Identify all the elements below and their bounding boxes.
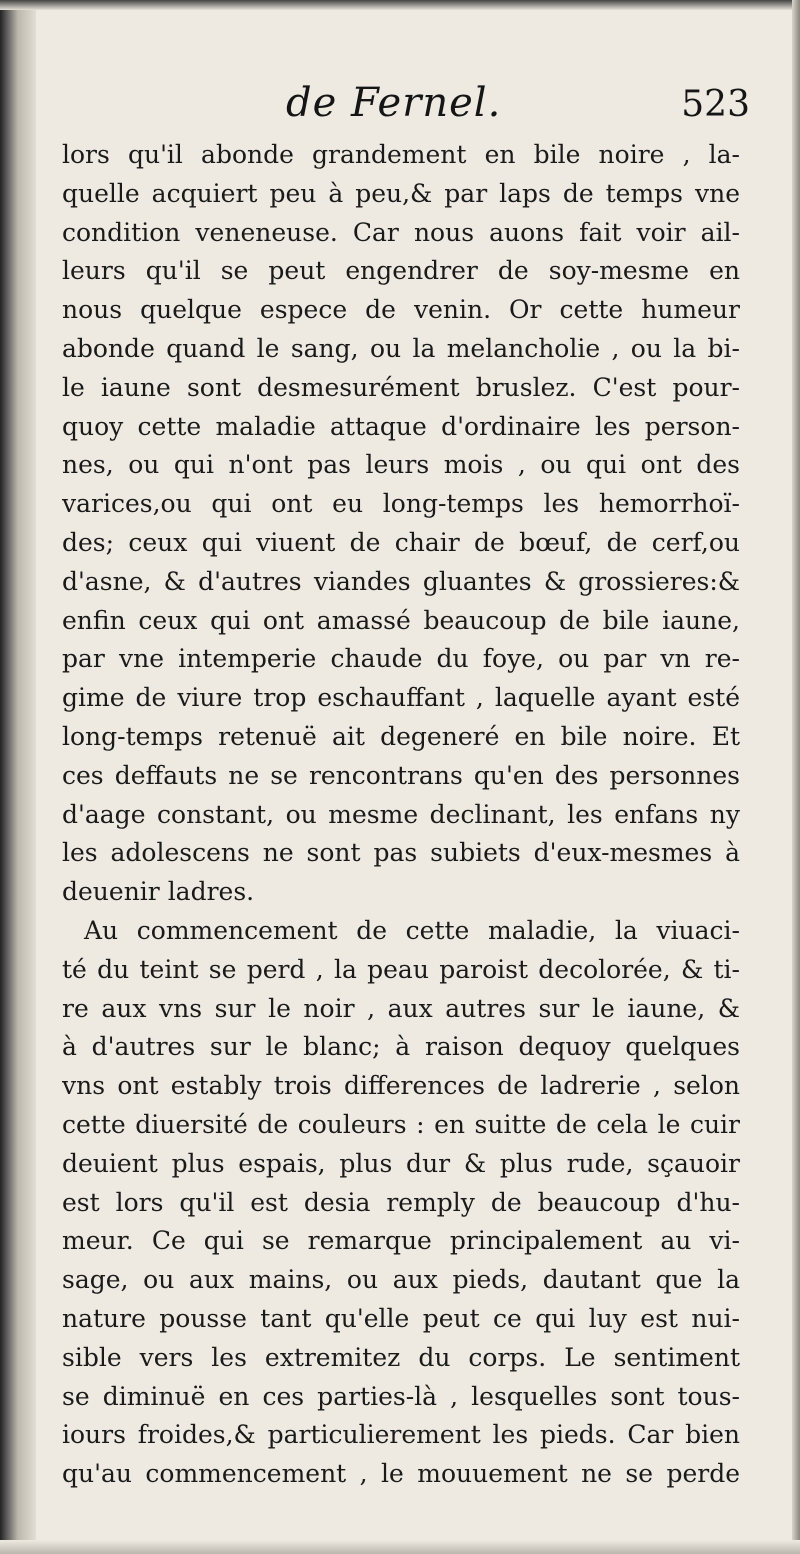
text-line: leurs qu'il se peut engendrer de soy-mesme en — [62, 256, 740, 286]
text-line: qu'au commencement , le mouuement ne se perde — [62, 1459, 740, 1489]
text-line: nous quelque espece de venin. Or cette humeur — [62, 295, 740, 325]
text-line: ces deffauts ne se rencontrans qu'en des personnes — [62, 760, 740, 790]
page-number: 523 — [681, 84, 750, 125]
text-line: té du teint se perd , la peau paroist decolorée, & ti- — [62, 954, 740, 984]
text-line: quoy cette maladie attaque d'ordinaire les person- — [62, 411, 740, 441]
text-line: à d'autres sur le blanc; à raison dequoy quelques — [62, 1032, 740, 1062]
text-line: le iaune sont desmesurément bruslez. C'est pour- — [62, 372, 740, 402]
text-line: se diminuë en ces parties-là , lesquelles sont tous- — [62, 1381, 740, 1411]
text-line: sible vers les extremitez du corps. Le sentiment — [62, 1342, 740, 1372]
text-line: nature pousse tant qu'elle peut ce qui luy est nui- — [62, 1303, 740, 1333]
text-line: les adolescens ne sont pas subiets d'eux-mesmes à — [62, 838, 740, 868]
text-line: sage, ou aux mains, ou aux pieds, dautant que la — [62, 1265, 740, 1295]
text-line: Au commencement de cette maladie, la viuaci- — [84, 915, 740, 945]
text-line: re aux vns sur le noir , aux autres sur le iaune, & — [62, 993, 740, 1023]
text-line: enfin ceux qui ont amassé beaucoup de bile iaune, — [62, 605, 740, 635]
text-line: quelle acquiert peu à peu,& par laps de temps vne — [62, 178, 740, 208]
text-line: deuient plus espais, plus dur & plus rude, sçauoir — [62, 1148, 740, 1178]
text-line: deuenir ladres. — [62, 877, 255, 907]
page-binding-shadow — [0, 0, 36, 1554]
text-line: par vne intemperie chaude du foye, ou par vn re- — [62, 644, 740, 674]
body-text — [62, 136, 740, 1494]
text-line: des; ceux qui viuent de chair de bœuf, de cerf,ou — [62, 527, 740, 557]
page-header — [60, 75, 750, 131]
text-line: d'aage constant, ou mesme declinant, les enfans ny — [62, 799, 740, 829]
page-bottom-edge — [0, 1540, 800, 1554]
text-line: vns ont estably trois differences de ladrerie , selon — [62, 1071, 740, 1101]
page-right-edge — [792, 0, 800, 1554]
text-line: condition veneneuse. Car nous auons fait voir ail- — [62, 217, 740, 247]
text-line: meur. Ce qui se remarque principalement au vi- — [62, 1226, 740, 1256]
text-line: varices,ou qui ont eu long-temps les hemorrhoï- — [62, 489, 740, 519]
text-line: abonde quand le sang, ou la melancholie , ou la bi- — [62, 333, 740, 363]
text-line: lors qu'il abonde grandement en bile noire , la- — [62, 140, 740, 169]
text-line: gime de viure trop eschauffant , laquelle ayant esté — [62, 683, 740, 713]
text-line: iours froides,& particulierement les pieds. Car bien — [62, 1420, 740, 1450]
running-title: de Fernel. — [286, 80, 502, 126]
text-line: cette diuersité de couleurs : en suitte de cela le cuir — [62, 1109, 740, 1139]
text-line: nes, ou qui n'ont pas leurs mois , ou qui ont des — [62, 450, 740, 480]
text-line: est lors qu'il est desia remply de beaucoup d'hu- — [62, 1187, 740, 1217]
text-line: d'asne, & d'autres viandes gluantes & grossieres:& — [62, 566, 740, 596]
page-top-edge — [0, 0, 800, 10]
text-line: long-temps retenuë ait degeneré en bile noire. Et — [62, 721, 740, 751]
